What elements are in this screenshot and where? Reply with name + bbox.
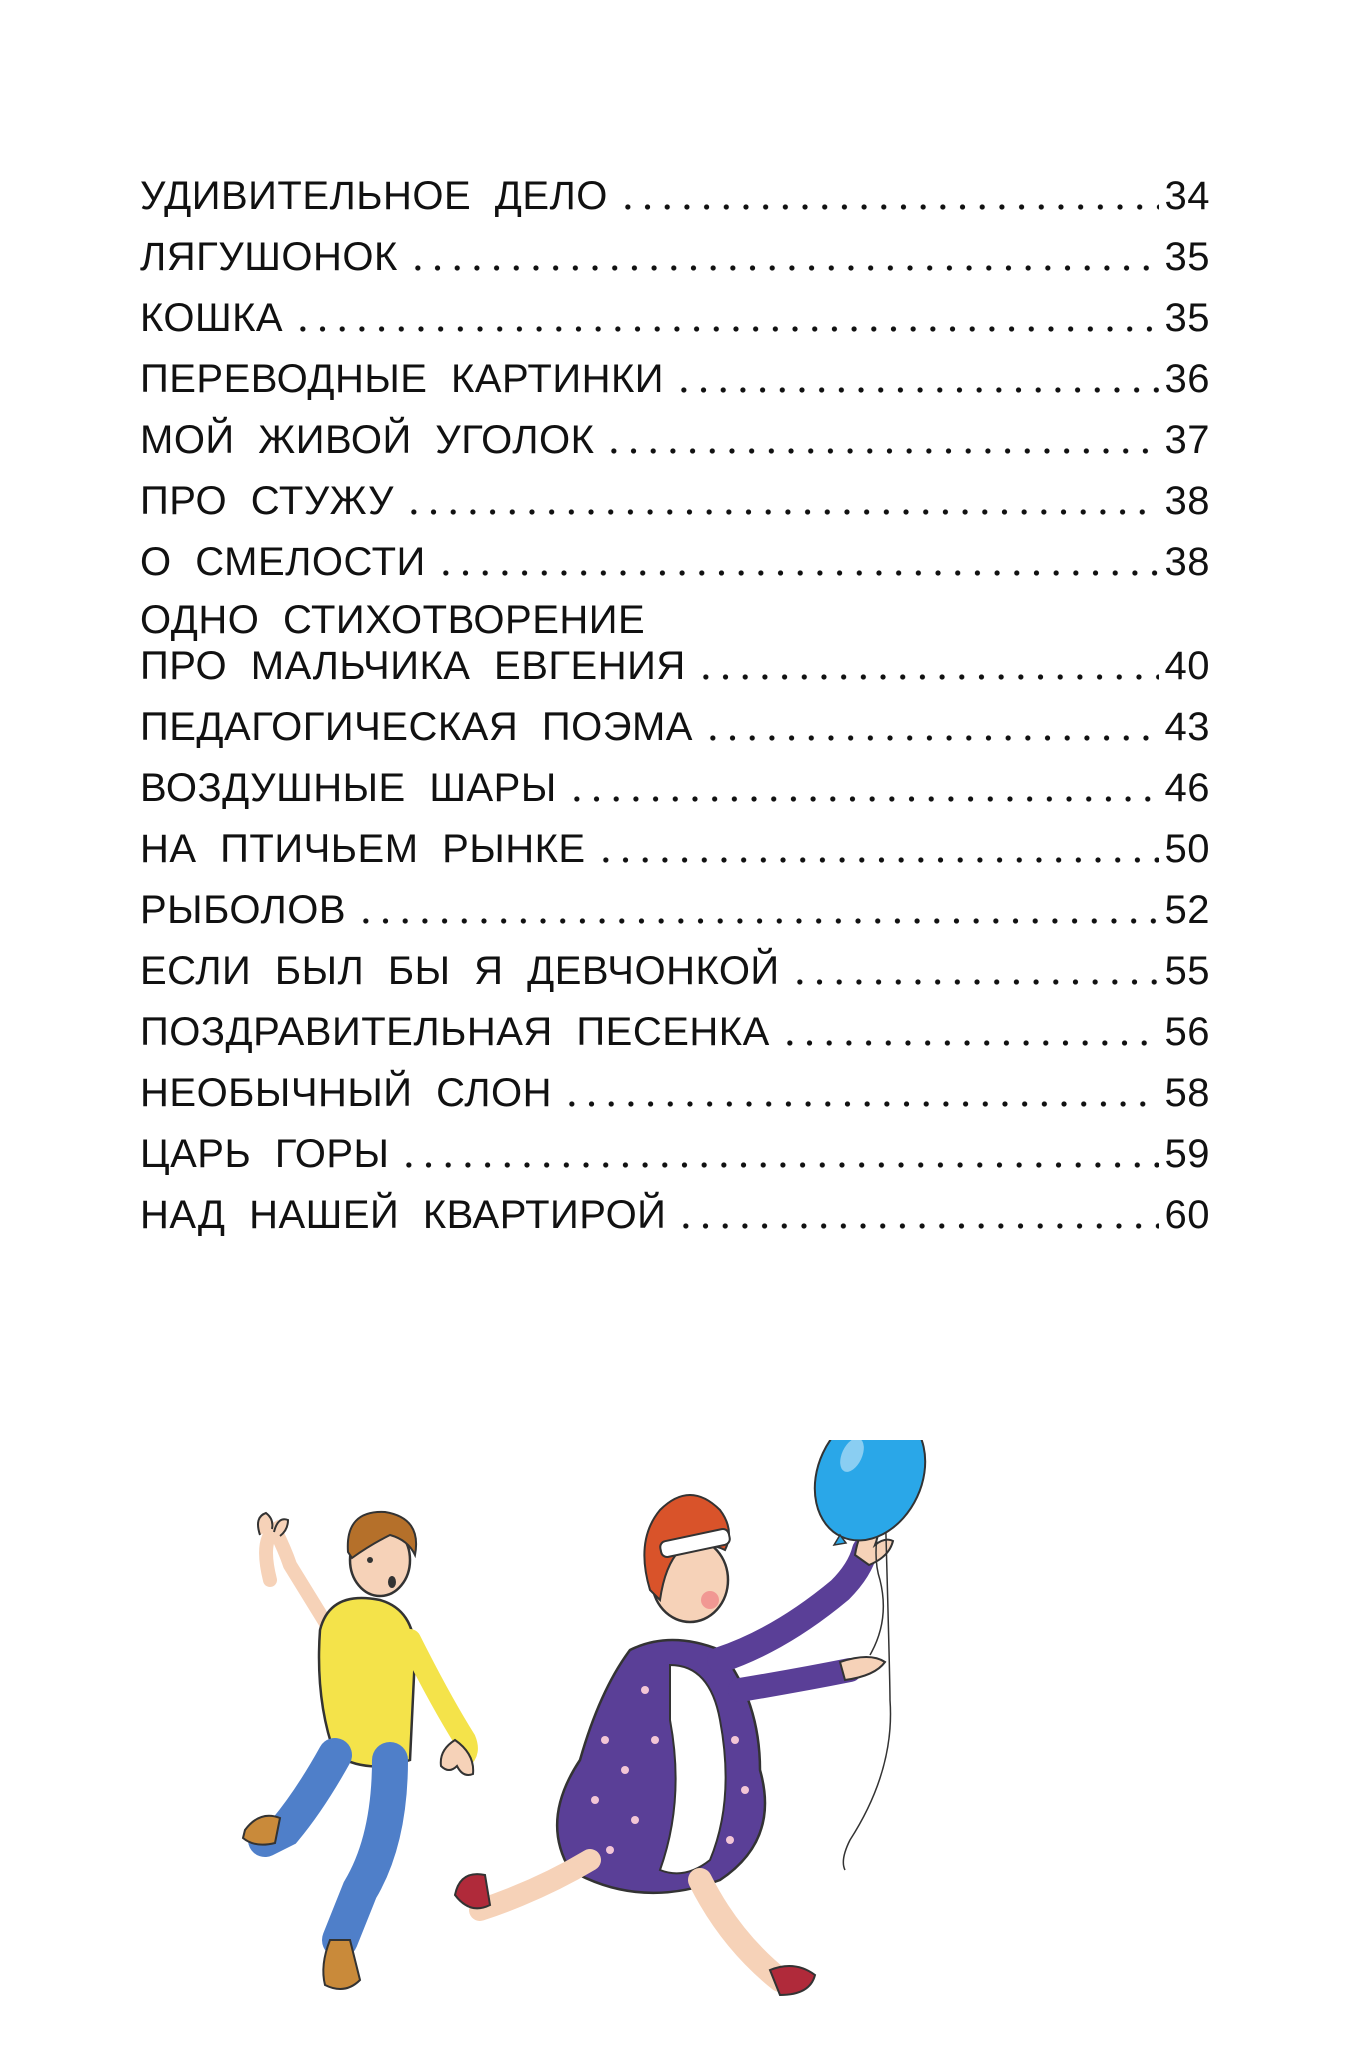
- toc-entry[interactable]: [140, 582, 1210, 686]
- toc-entry-page: 55: [1164, 949, 1210, 993]
- toc-entry-title: ЦАРЬ ГОРЫ: [140, 1132, 390, 1176]
- toc-entry-title: О СМЕЛОСТИ: [140, 540, 426, 584]
- toc-entry[interactable]: [140, 1052, 1210, 1113]
- balloon: [794, 1440, 946, 1870]
- dot-leader: [790, 979, 1159, 985]
- toc-entry-page: 38: [1164, 479, 1210, 523]
- girl-back-leg: [480, 1860, 590, 1910]
- toc-entry[interactable]: [140, 930, 1210, 991]
- toc-entry-title: НЕОБЫЧНЫЙ СЛОН: [140, 1071, 552, 1115]
- toc-entry[interactable]: [140, 521, 1210, 582]
- toc-entry-title: ПРО МАЛЬЧИКА ЕВГЕНИЯ: [140, 644, 686, 688]
- toc-entry-title: КОШКА: [140, 296, 284, 340]
- dot-leader: [596, 857, 1159, 863]
- dot-leader: [562, 1101, 1159, 1107]
- dot-leader: [436, 570, 1159, 576]
- dot-leader: [780, 1040, 1159, 1046]
- girl-raised-arm: [720, 1550, 865, 1660]
- girl-front-leg: [700, 1880, 780, 1980]
- toc-entry-page: 34: [1164, 174, 1210, 218]
- dot-leader: [696, 674, 1159, 680]
- toc-entry-page: 40: [1164, 644, 1210, 688]
- toc-entry-page: 37: [1164, 418, 1210, 462]
- toc-entry[interactable]: [140, 747, 1210, 808]
- boy-left-shoe: [243, 1816, 280, 1845]
- boy-right-leg: [340, 1760, 390, 1940]
- toc-entry[interactable]: [140, 1113, 1210, 1174]
- toc-entry[interactable]: [140, 460, 1210, 521]
- boy-left-arm: [266, 1530, 330, 1630]
- girl-reaching-arm: [740, 1670, 850, 1690]
- toc-entry-title: ПРО СТУЖУ: [140, 479, 394, 523]
- dot-leader: [404, 509, 1159, 515]
- toc-entry-page: 38: [1164, 540, 1210, 584]
- toc-entry-title: ПОЗДРАВИТЕЛЬНАЯ ПЕСЕНКА: [140, 1010, 770, 1054]
- toc-entry-title: НАД НАШЕЙ КВАРТИРОЙ: [140, 1193, 667, 1237]
- balloon-chase-illustration: [240, 1440, 1000, 2020]
- toc-entry-title: ПЕРЕВОДНЫЕ КАРТИНКИ: [140, 357, 665, 401]
- toc-entry[interactable]: [140, 216, 1210, 277]
- dot-leader: [618, 204, 1159, 210]
- toc-entry[interactable]: [140, 869, 1210, 930]
- girl-reaching-hand: [840, 1657, 885, 1680]
- toc-entry[interactable]: [140, 399, 1210, 460]
- toc-entry-title: ПЕДАГОГИЧЕСКАЯ ПОЭМА: [140, 705, 693, 749]
- girl-back-shoe: [455, 1874, 490, 1908]
- toc-entry[interactable]: [140, 277, 1210, 338]
- toc-entry-title-line1: ОДНО СТИХОТВОРЕНИЕ: [140, 598, 646, 642]
- dot-leader: [567, 796, 1159, 802]
- girl-figure: [455, 1495, 893, 1995]
- dot-leader: [408, 265, 1159, 271]
- toc-entry-title: ВОЗДУШНЫЕ ШАРЫ: [140, 766, 557, 810]
- toc-entry-page: 36: [1164, 357, 1210, 401]
- toc-entry-page: 46: [1164, 766, 1210, 810]
- toc-entry-title: ЛЯГУШОНОК: [140, 235, 398, 279]
- table-of-contents: [140, 155, 1210, 1235]
- boy-figure: [243, 1512, 473, 1989]
- dot-leader: [676, 1223, 1158, 1229]
- dot-leader: [399, 1162, 1158, 1168]
- toc-entry[interactable]: [140, 338, 1210, 399]
- boy-right-sleeve: [410, 1640, 467, 1758]
- dot-leader: [604, 448, 1158, 454]
- toc-entry-page: 35: [1164, 296, 1210, 340]
- toc-entry-page: 52: [1164, 888, 1210, 932]
- toc-entry[interactable]: [140, 991, 1210, 1052]
- toc-entry-page: 35: [1164, 235, 1210, 279]
- toc-entry-page: 60: [1164, 1193, 1210, 1237]
- toc-entry-page: 43: [1164, 705, 1210, 749]
- girl-cheek: [701, 1591, 719, 1609]
- toc-entry[interactable]: [140, 1174, 1210, 1235]
- dot-leader: [703, 735, 1159, 741]
- toc-entry-title: ЕСЛИ БЫЛ БЫ Я ДЕВЧОНКОЙ: [140, 949, 780, 993]
- toc-entry-title: НА ПТИЧЬЕМ РЫНКЕ: [140, 827, 586, 871]
- toc-entry-page: 56: [1164, 1010, 1210, 1054]
- toc-entry-title: РЫБОЛОВ: [140, 888, 347, 932]
- boy-mouth: [388, 1576, 396, 1588]
- toc-entry-page: 50: [1164, 827, 1210, 871]
- dot-leader: [293, 326, 1158, 332]
- toc-entry-page: 58: [1164, 1071, 1210, 1115]
- toc-entry[interactable]: [140, 155, 1210, 216]
- toc-entry-title: МОЙ ЖИВОЙ УГОЛОК: [140, 418, 595, 462]
- toc-entry[interactable]: [140, 808, 1210, 869]
- toc-entry-page: 59: [1164, 1132, 1210, 1176]
- toc-entry[interactable]: [140, 686, 1210, 747]
- boy-eye: [367, 1557, 373, 1563]
- toc-entry-title: УДИВИТЕЛЬНОЕ ДЕЛО: [140, 174, 608, 218]
- dot-leader: [674, 387, 1158, 393]
- dot-leader: [356, 918, 1158, 924]
